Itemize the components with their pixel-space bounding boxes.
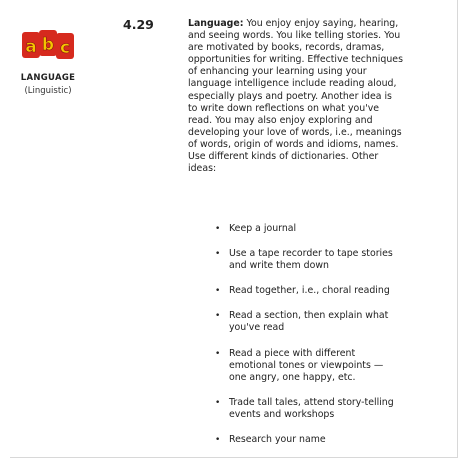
bullet-dot-icon: • bbox=[215, 286, 221, 297]
abc-blocks-icon bbox=[22, 30, 74, 60]
svg-text:b: b bbox=[41, 35, 55, 55]
bullet-dot-icon: • bbox=[215, 311, 221, 322]
bullet-dot-icon: • bbox=[215, 348, 221, 359]
bullet-dot-icon: • bbox=[215, 397, 221, 408]
list-item bbox=[213, 434, 398, 446]
idea-text: Trade tall tales, attend story-telling events and workshops bbox=[229, 396, 394, 420]
description-text: You enjoy enjoy saying, hearing, and seeing words. You like telling stories. You are motivated by books, records, dramas, opportunities for writing. Effective techniques of enhancing your learning using your language intelligence include reading aloud, especially plays and poetry. Another idea is to write down reflections on what you've read. You may also enjoy exploring and developing your love of words, i.e., meanings of words, origin of words and idioms, names. Use different kinds of dictionaries. Other ideas: bbox=[188, 18, 403, 175]
description-lead: Language: bbox=[188, 18, 244, 29]
list-item bbox=[213, 285, 398, 297]
list-item bbox=[213, 248, 398, 272]
idea-text: Read together, i.e., choral reading bbox=[229, 285, 390, 297]
intelligence-subtitle: (Linguistic) bbox=[24, 86, 72, 96]
svg-text:a: a bbox=[25, 37, 37, 57]
idea-text: Read a section, then explain what you've read bbox=[229, 310, 389, 334]
list-item bbox=[213, 223, 398, 235]
ideas-list bbox=[213, 223, 398, 459]
intelligence-name: LANGUAGE bbox=[20, 73, 76, 83]
idea-text: Use a tape recorder to tape stories and write them down bbox=[229, 248, 393, 272]
bullet-dot-icon: • bbox=[215, 249, 221, 260]
description-paragraph bbox=[188, 18, 403, 175]
idea-text: Keep a journal bbox=[229, 223, 297, 234]
svg-text:c: c bbox=[59, 38, 71, 58]
description bbox=[188, 18, 403, 175]
list-item bbox=[213, 397, 398, 421]
bullet-dot-icon: • bbox=[215, 224, 221, 234]
bullet-dot-icon: • bbox=[215, 435, 221, 446]
list-item bbox=[213, 348, 398, 384]
idea-text: Read a piece with different emotional tones or viewpoints — one angry, one happy, etc. bbox=[229, 347, 384, 383]
intelligence-score: 4.29 bbox=[123, 17, 154, 32]
list-item bbox=[213, 310, 398, 334]
idea-text: Research your name bbox=[229, 434, 326, 446]
